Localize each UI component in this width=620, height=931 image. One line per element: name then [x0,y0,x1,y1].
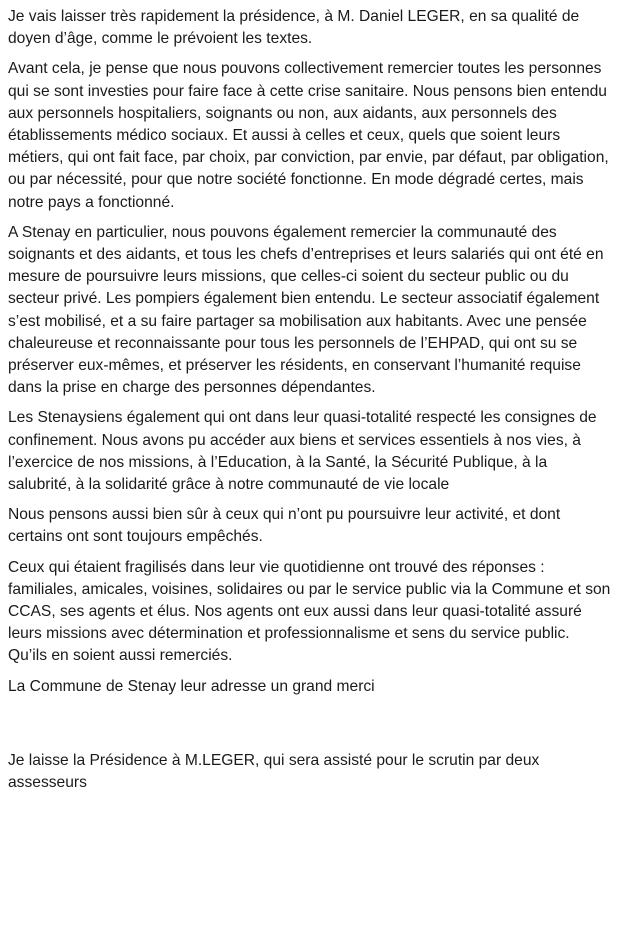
paragraph-thanks-stenay: A Stenay en particulier, nous pouvons également remercier la communauté des soignants et des aidants, et tous les chefs d’entreprises et leurs salariés qui ont été en mesure de poursuivre leurs missions, que celles-ci soient du secteur public ou du secteur privé. Les pompiers également bien entendu. Le secteur associatif également s’est mobilisé, et a su faire partager sa mobilisation aux habitants. Avec une pensée chaleureuse et reconnaissante pour tous les personnels de l’EHPAD, qui ont su se préserver eux-mêmes, et préserver les résidents, en conservant l’humanité requise dans la prise en charge des personnes dépendantes. [8,223,604,397]
paragraph-stenaysiens: Les Stenaysiens également qui ont dans leur quasi-totalité respecté les consignes de confinement. Nous avons pu accéder aux biens et services essentiels à nos vies, à l’exercice de nos missions, à l’Education, à la Santé, la Sécurité Publique, à la salubrité, à la solidarité grâce à notre communauté de vie locale [8,409,597,494]
paragraph-merci: La Commune de Stenay leur adresse un grand merci [8,677,375,695]
paragraph-intro: Je vais laisser très rapidement la présidence, à M. Daniel LEGER, en sa qualité de doyen d’âge, comme le prévoient les textes. [8,8,580,48]
paragraph-fragile: Ceux qui étaient fragilisés dans leur vie quotidienne ont trouvé des réponses : familiales, amicales, voisines, solidaires ou par le service public via la Commune et son CCAS, ses agents et élus. Nos agents ont eux aussi dans leur quasi-totalité assuré leurs missions avec détermination et professionnalisme et sens du service public. Qu’ils en soient aussi remerciés. [8,558,611,665]
paragraph-presidence: Je laisse la Présidence à M.LEGER, qui sera assisté pour le scrutin par deux assesseurs [8,751,540,792]
paragraph-thanks-general: Avant cela, je pense que nous pouvons collectivement remercier toutes les personnes qui se sont investies pour faire face à cette crise sanitaire. Nous pensons bien entendu aux personnels hospitaliers, soignants ou non, aux aidants, aux personnels des établissements médico sociaux. Et aussi à celles et ceux, quels que soient leurs métiers, qui ont fait face, par choix, par conviction, par envie, par défaut, par obligation, ou par nécessité, pour que notre société fonctionne. En mode dégradé certes, mais notre pays a fonctionné. [8,60,609,211]
paragraph-activity: Nous pensons aussi bien sûr à ceux qui n’ont pu poursuivre leur activité, et dont certains ont sont toujours empêchés. [8,506,561,546]
